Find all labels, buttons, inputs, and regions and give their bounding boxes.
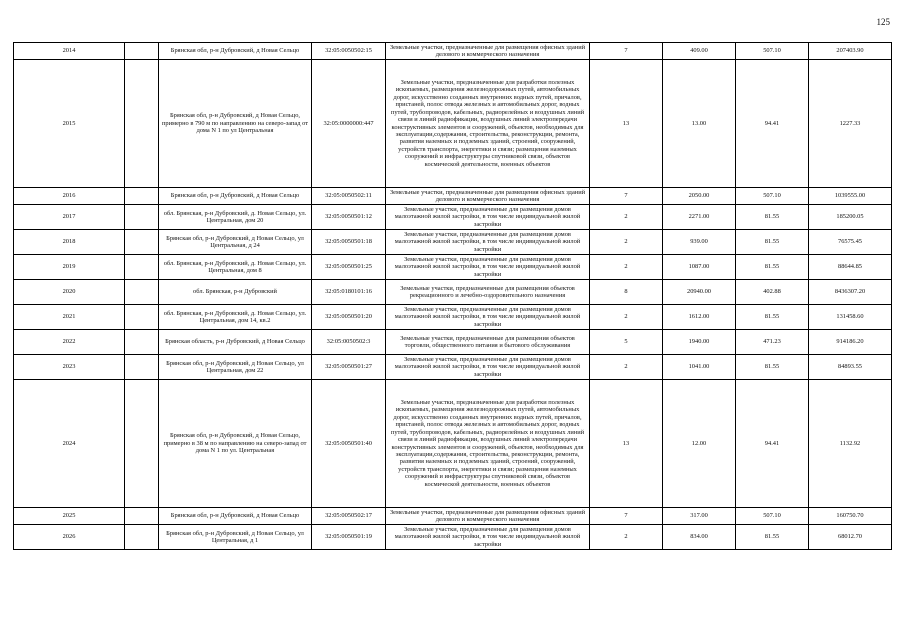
blank-cell (125, 380, 159, 508)
area-cell: 1612.00 (663, 305, 736, 330)
address-cell: обл. Брянская, р-н Дубровский, д. Новая Сельцо, ул. Центральная, дом 20 (159, 205, 312, 230)
address-cell: Брянская обл, р-н Дубровский, д Новая Сельцо, примерно в 38 м по направлению на северо-запад от дома N 1 по ул. Центральная (159, 380, 312, 508)
area-cell: 317.00 (663, 508, 736, 525)
cadastral-value-cell: 8436307.20 (809, 280, 892, 305)
land-use-cell: Земельные участки, предназначенные для размещения домов малоэтажной жилой застройки, в том числе индивидуальной жилой застройки (386, 230, 590, 255)
area-cell: 1041.00 (663, 355, 736, 380)
page-number: 125 (876, 17, 890, 27)
area-cell: 1087.00 (663, 255, 736, 280)
cadastral-number-cell: 32:05:0050502:3 (312, 330, 386, 355)
cadastral-number-cell: 32:05:0180101:16 (312, 280, 386, 305)
group-cell: 8 (590, 280, 663, 305)
cadastral-value-cell: 185200.05 (809, 205, 892, 230)
area-cell: 13.00 (663, 60, 736, 188)
cadastral-value-cell: 1227.33 (809, 60, 892, 188)
table-row (14, 508, 892, 525)
row-number: 2026 (14, 525, 125, 550)
address-cell: Брянская обл, р-н Дубровский, д Новая Сельцо, ул Центральная, д 24 (159, 230, 312, 255)
row-number: 2021 (14, 305, 125, 330)
blank-cell (125, 230, 159, 255)
rate-cell: 507.10 (736, 508, 809, 525)
cadastral-number-cell: 32:05:0050502:11 (312, 188, 386, 205)
cadastral-value-cell: 68012.70 (809, 525, 892, 550)
area-cell: 834.00 (663, 525, 736, 550)
cadastral-number-cell: 32:05:0050501:12 (312, 205, 386, 230)
blank-cell (125, 280, 159, 305)
cadastral-value-cell: 207403.90 (809, 43, 892, 60)
group-cell: 2 (590, 255, 663, 280)
table-body (14, 43, 892, 550)
group-cell: 13 (590, 60, 663, 188)
rate-cell: 94.41 (736, 60, 809, 188)
blank-cell (125, 355, 159, 380)
group-cell: 5 (590, 330, 663, 355)
cadastral-number-cell: 32:05:0050501:27 (312, 355, 386, 380)
group-cell: 7 (590, 188, 663, 205)
cadastral-number-cell: 32:05:0050502:15 (312, 43, 386, 60)
rate-cell: 81.55 (736, 205, 809, 230)
cadastral-value-table (13, 42, 892, 550)
table-row (14, 255, 892, 280)
land-use-cell: Земельные участки, предназначенные для размещения объектов торговли, общественного питания и бытового обслуживания (386, 330, 590, 355)
address-cell: Брянская обл, р-н Дубровский, д Новая Сельцо (159, 188, 312, 205)
row-number: 2017 (14, 205, 125, 230)
land-use-cell: Земельные участки, предназначенные для размещения домов малоэтажной жилой застройки, в том числе индивидуальной жилой застройки (386, 305, 590, 330)
address-cell: Брянская обл, р-н Дубровский, д Новая Сельцо, ул Центральная, д 1 (159, 525, 312, 550)
blank-cell (125, 305, 159, 330)
table-row (14, 43, 892, 60)
area-cell: 939.00 (663, 230, 736, 255)
group-cell: 2 (590, 525, 663, 550)
table-row (14, 230, 892, 255)
cadastral-value-cell: 1039555.00 (809, 188, 892, 205)
cadastral-number-cell: 32:05:0050501:25 (312, 255, 386, 280)
table-row (14, 525, 892, 550)
cadastral-number-cell: 32:05:0050501:20 (312, 305, 386, 330)
rate-cell: 471.23 (736, 330, 809, 355)
address-cell: Брянская область, р-н Дубровский, д Новая Сельцо (159, 330, 312, 355)
address-cell: Брянская обл, р-н Дубровский, д Новая Сельцо (159, 508, 312, 525)
cadastral-value-cell: 131458.60 (809, 305, 892, 330)
row-number: 2024 (14, 380, 125, 508)
cadastral-number-cell: 32:05:0050501:18 (312, 230, 386, 255)
row-number: 2014 (14, 43, 125, 60)
blank-cell (125, 255, 159, 280)
row-number: 2016 (14, 188, 125, 205)
area-cell: 2271.00 (663, 205, 736, 230)
rate-cell: 81.55 (736, 305, 809, 330)
row-number: 2023 (14, 355, 125, 380)
land-use-cell: Земельные участки, предназначенные для размещения объектов рекреационного и лечебно-оздоровительного назначения (386, 280, 590, 305)
land-use-cell: Земельные участки, предназначенные для разработки полезных ископаемых, размещения железнодорожных путей, автомобильных дорог, искусственно созданных внутренних водных путей, причалов, пристаней, полос отвода железных и автомобильных дорог, водных путей, трубопроводов, кабельных, радиорелейных и воздушных линий связи и линий радиофикации, воздушных линий электропередачи конструктивных элементов и сооружений, объектов, необходимых для эксплуатации,содержания, строительства, реконструкции, ремонта, развития наземных и подземных зданий, строений, сооружений, устройств транспорта, энергетики и связи; размещения наземных сооружений и инфраструктуры спутниковой связи, объектов космической деятельности, военных объектов (386, 380, 590, 508)
land-use-cell: Земельные участки, предназначенные для размещения домов малоэтажной жилой застройки, в том числе индивидуальной жилой застройки (386, 255, 590, 280)
table-row (14, 330, 892, 355)
group-cell: 7 (590, 43, 663, 60)
rate-cell: 81.55 (736, 230, 809, 255)
rate-cell: 402.88 (736, 280, 809, 305)
land-use-cell: Земельные участки, предназначенные для размещения офисных зданий делового и коммерческого назначения (386, 188, 590, 205)
table-row (14, 205, 892, 230)
table-row (14, 60, 892, 188)
rate-cell: 81.55 (736, 525, 809, 550)
blank-cell (125, 330, 159, 355)
area-cell: 12.00 (663, 380, 736, 508)
cadastral-value-cell: 84893.55 (809, 355, 892, 380)
cadastral-value-cell: 88644.85 (809, 255, 892, 280)
cadastral-number-cell: 32:05:0050501:19 (312, 525, 386, 550)
group-cell: 2 (590, 355, 663, 380)
rate-cell: 507.10 (736, 188, 809, 205)
cadastral-number-cell: 32:05:0000000:447 (312, 60, 386, 188)
land-use-cell: Земельные участки, предназначенные для разработки полезных ископаемых, размещения железнодорожных путей, автомобильных дорог, искусственно созданных внутренних водных путей, причалов, пристаней, полос отвода железных и автомобильных дорог, водных путей, трубопроводов, кабельных, радиорелейных и воздушных линий связи и линий радиофикации, воздушных линий электропередачи конструктивных элементов и сооружений, объектов, необходимых для эксплуатации,содержания, строительства, реконструкции, ремонта, развития наземных и подземных зданий, строений, сооружений, устройств транспорта, энергетики и связи; размещения наземных сооружений и инфраструктуры спутниковой связи, объектов космической деятельности, военных объектов (386, 60, 590, 188)
area-cell: 20940.00 (663, 280, 736, 305)
rate-cell: 81.55 (736, 355, 809, 380)
blank-cell (125, 205, 159, 230)
cadastral-number-cell: 32:05:0050501:40 (312, 380, 386, 508)
area-cell: 2050.00 (663, 188, 736, 205)
land-use-cell: Земельные участки, предназначенные для размещения домов малоэтажной жилой застройки, в том числе индивидуальной жилой застройки (386, 205, 590, 230)
cadastral-number-cell: 32:05:0050502:17 (312, 508, 386, 525)
address-cell: обл. Брянская, р-н Дубровский, д. Новая Сельцо, ул. Центральная, дом 8 (159, 255, 312, 280)
land-use-cell: Земельные участки, предназначенные для размещения домов малоэтажной жилой застройки, в том числе индивидуальной жилой застройки (386, 355, 590, 380)
land-use-cell: Земельные участки, предназначенные для размещения офисных зданий делового и коммерческого назначения (386, 43, 590, 60)
rate-cell: 94.41 (736, 380, 809, 508)
blank-cell (125, 188, 159, 205)
row-number: 2020 (14, 280, 125, 305)
table-row (14, 305, 892, 330)
group-cell: 7 (590, 508, 663, 525)
area-cell: 409.00 (663, 43, 736, 60)
row-number: 2018 (14, 230, 125, 255)
group-cell: 2 (590, 205, 663, 230)
area-cell: 1940.00 (663, 330, 736, 355)
address-cell: обл. Брянская, р-н Дубровский (159, 280, 312, 305)
row-number: 2025 (14, 508, 125, 525)
cadastral-value-cell: 76575.45 (809, 230, 892, 255)
table-row (14, 355, 892, 380)
blank-cell (125, 60, 159, 188)
address-cell: Брянская обл, р-н Дубровский, д Новая Сельцо, ул Центральная, дом 22 (159, 355, 312, 380)
rate-cell: 81.55 (736, 255, 809, 280)
land-use-cell: Земельные участки, предназначенные для размещения офисных зданий делового и коммерческого назначения (386, 508, 590, 525)
land-use-cell: Земельные участки, предназначенные для размещения домов малоэтажной жилой застройки, в том числе индивидуальной жилой застройки (386, 525, 590, 550)
blank-cell (125, 508, 159, 525)
blank-cell (125, 525, 159, 550)
group-cell: 13 (590, 380, 663, 508)
address-cell: Брянская обл, р-н Дубровский, д Новая Сельцо (159, 43, 312, 60)
address-cell: Брянская обл, р-н Дубровский, д Новая Сельцо, примерно в 790 м по направлению на северо-запад от дома N 1 по ул Центральная (159, 60, 312, 188)
row-number: 2019 (14, 255, 125, 280)
cadastral-value-cell: 160750.70 (809, 508, 892, 525)
group-cell: 2 (590, 230, 663, 255)
cadastral-value-cell: 914186.20 (809, 330, 892, 355)
row-number: 2022 (14, 330, 125, 355)
table-row (14, 380, 892, 508)
address-cell: обл. Брянская, р-н Дубровский, д. Новая Сельцо, ул. Центральная, дом 14, кв.2 (159, 305, 312, 330)
row-number: 2015 (14, 60, 125, 188)
group-cell: 2 (590, 305, 663, 330)
table-row (14, 280, 892, 305)
table-row (14, 188, 892, 205)
cadastral-value-cell: 1132.92 (809, 380, 892, 508)
blank-cell (125, 43, 159, 60)
rate-cell: 507.10 (736, 43, 809, 60)
